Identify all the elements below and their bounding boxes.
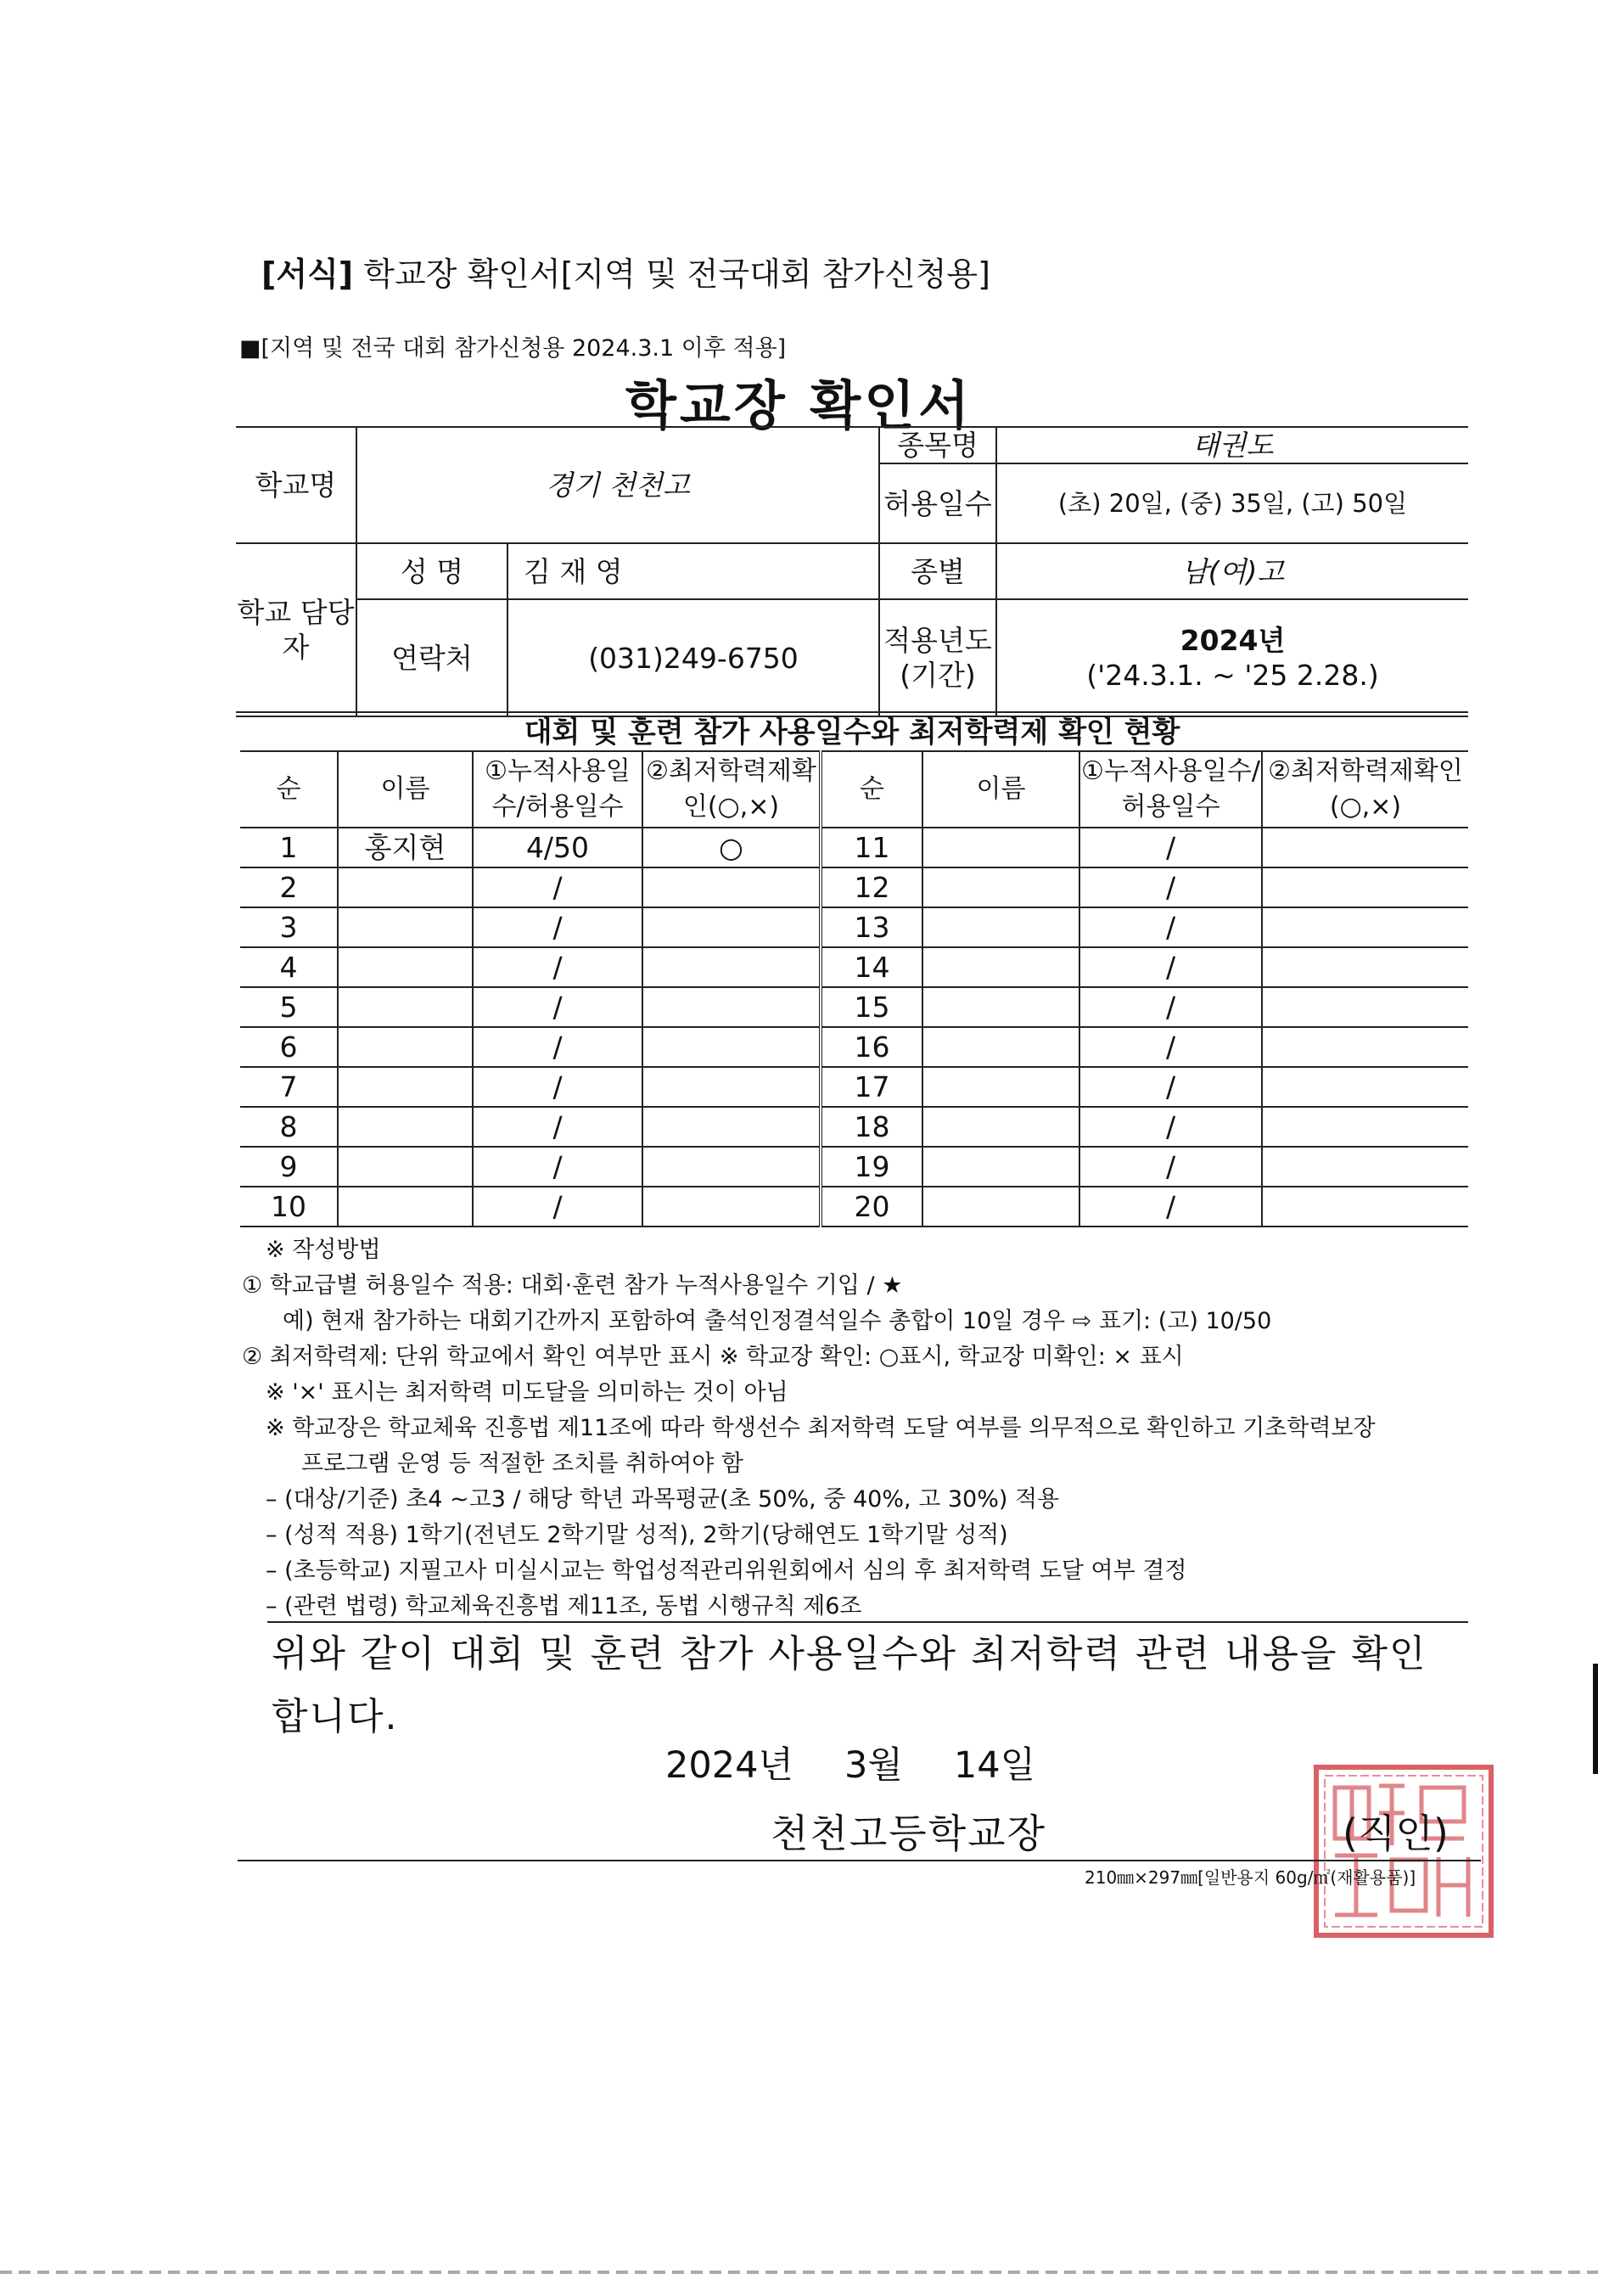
gender-label: 종별 bbox=[879, 543, 996, 599]
table-row bbox=[240, 1187, 1468, 1227]
detail-2: – (성적 적용) 1학기(전년도 2학기말 성적), 2학기(당해연도 1학기말 성적) bbox=[266, 1522, 1008, 1548]
row-check bbox=[1262, 1107, 1468, 1147]
note-2-b-cont: 프로그램 운영 등 적절한 조치를 취하여야 함 bbox=[301, 1451, 743, 1477]
sport-value: 태권도 bbox=[996, 427, 1468, 463]
row-name bbox=[922, 1107, 1079, 1147]
row-no: 14 bbox=[821, 947, 922, 987]
table-row bbox=[240, 1147, 1468, 1187]
row-days: / bbox=[1079, 987, 1262, 1027]
confirmation-line: 위와 같이 대회 및 훈련 참가 사용일수와 최저학력 관련 내용을 확인 bbox=[272, 1632, 1427, 1676]
principal-title: 천천고등학교장 bbox=[771, 1810, 1047, 1856]
scan-edge bbox=[1593, 1664, 1598, 1774]
table-row bbox=[240, 947, 1468, 987]
row-name bbox=[922, 867, 1079, 907]
row-name bbox=[922, 1147, 1079, 1187]
row-name bbox=[338, 987, 473, 1027]
notes-heading: ※ 작성방법 bbox=[266, 1237, 381, 1263]
row-no: 2 bbox=[240, 867, 338, 907]
row-days: / bbox=[1079, 1187, 1262, 1227]
row-days: / bbox=[1079, 1147, 1262, 1187]
info-table bbox=[236, 426, 1468, 717]
row-no: 3 bbox=[240, 907, 338, 947]
row-no: 5 bbox=[240, 987, 338, 1027]
paper-spec: 210㎜×297㎜[일반용지 60g/㎡(재활용품)] bbox=[1085, 1867, 1416, 1888]
note-1: ① 학교급별 허용일수 적용: 대회·훈련 참가 누적사용일수 기입 / ★ bbox=[242, 1272, 903, 1299]
row-check bbox=[1262, 1067, 1468, 1107]
year-cell bbox=[996, 599, 1468, 716]
detail-3: – (초등학교) 지필고사 미실시교는 학업성적관리위원회에서 심의 후 최저학력 도달 여부 결정 bbox=[266, 1558, 1187, 1584]
contact-label: 연락처 bbox=[356, 599, 507, 716]
row-name bbox=[338, 867, 473, 907]
header-no: 순 bbox=[821, 751, 922, 828]
note-2-b: ※ 학교장은 학교체육 진흥법 제11조에 따라 학생선수 최저학력 도달 여부를 의무적으로 확인하고 기초학력보장 bbox=[266, 1415, 1376, 1441]
note-1-example: 예) 현재 참가하는 대회기간까지 포함하여 출석인정결석일수 총합이 10일 경우 ⇨ 표기: (고) 10/50 bbox=[283, 1308, 1272, 1334]
row-no: 1 bbox=[240, 828, 338, 867]
manager-label: 학교 담당자 bbox=[236, 543, 356, 716]
row-days: / bbox=[473, 987, 642, 1027]
row-check bbox=[642, 1107, 821, 1147]
row-check bbox=[1262, 867, 1468, 907]
section-title: 대회 및 훈련 참가 사용일수와 최저학력제 확인 현황 bbox=[236, 711, 1468, 752]
row-check bbox=[1262, 1147, 1468, 1187]
row-no: 8 bbox=[240, 1107, 338, 1147]
row-no: 4 bbox=[240, 947, 338, 987]
table-row bbox=[240, 1067, 1468, 1107]
row-no: 9 bbox=[240, 1147, 338, 1187]
row-days: / bbox=[1079, 907, 1262, 947]
form-subnote: ■[지역 및 전국 대회 참가신청용 2024.3.1 이후 적용] bbox=[239, 335, 787, 362]
row-days: / bbox=[1079, 1107, 1262, 1147]
row-no: 6 bbox=[240, 1027, 338, 1067]
document-title: 학교장 확인서 bbox=[625, 374, 973, 436]
row-no: 11 bbox=[821, 828, 922, 867]
table-row bbox=[240, 987, 1468, 1027]
row-check bbox=[1262, 987, 1468, 1027]
row-check bbox=[642, 1067, 821, 1107]
table-row bbox=[240, 1027, 1468, 1067]
row-days: / bbox=[473, 1067, 642, 1107]
period-value: ('24.3.1. ~ '25 2.28.) bbox=[1086, 659, 1379, 693]
row-no: 10 bbox=[240, 1187, 338, 1227]
row-days: 4/50 bbox=[473, 828, 642, 867]
row-check bbox=[642, 1187, 821, 1227]
row-days: / bbox=[473, 1147, 642, 1187]
school-name-label: 학교명 bbox=[236, 427, 356, 543]
row-days: / bbox=[473, 1027, 642, 1067]
row-name bbox=[922, 828, 1079, 867]
date-day: 14일 bbox=[953, 1744, 1036, 1787]
form-label: [서식] 학교장 확인서[지역 및 전국대회 참가신청용] bbox=[261, 255, 990, 293]
row-days: / bbox=[473, 947, 642, 987]
row-check bbox=[1262, 828, 1468, 867]
date-month: 3월 bbox=[844, 1744, 903, 1787]
row-name bbox=[338, 1147, 473, 1187]
confirmation-text bbox=[272, 1623, 1477, 1749]
row-name bbox=[922, 1027, 1079, 1067]
row-name bbox=[922, 1067, 1079, 1107]
row-name bbox=[922, 947, 1079, 987]
header-days: ①누적사용일수/허용일수 bbox=[473, 751, 642, 828]
row-days: / bbox=[473, 1187, 642, 1227]
row-days: / bbox=[1079, 867, 1262, 907]
header-check: ②최저학력제확인(○,×) bbox=[642, 751, 821, 828]
header-name: 이름 bbox=[922, 751, 1079, 828]
row-check bbox=[1262, 907, 1468, 947]
row-name bbox=[922, 987, 1079, 1027]
contact-value: (031)249-6750 bbox=[507, 599, 879, 716]
row-name bbox=[922, 907, 1079, 947]
row-check bbox=[1262, 947, 1468, 987]
confirmation-line: 합니다. bbox=[272, 1695, 399, 1738]
row-name bbox=[338, 1187, 473, 1227]
header-check: ②최저학력제확인(○,×) bbox=[1262, 751, 1468, 828]
row-days: / bbox=[473, 867, 642, 907]
year-value: 2024년 bbox=[1180, 624, 1286, 657]
row-name bbox=[338, 947, 473, 987]
participation-table bbox=[240, 750, 1468, 1227]
year-label: 적용년도 (기간) bbox=[879, 599, 996, 716]
table-row bbox=[240, 867, 1468, 907]
row-check: ○ bbox=[642, 828, 821, 867]
row-no: 18 bbox=[821, 1107, 922, 1147]
header-no: 순 bbox=[240, 751, 338, 828]
header-days: ①누적사용일수/허용일수 bbox=[1079, 751, 1262, 828]
table-row bbox=[240, 828, 1468, 867]
detail-4: – (관련 법령) 학교체육진흥법 제11조, 동법 시행규칙 제6조 bbox=[266, 1593, 862, 1620]
table-row bbox=[240, 1107, 1468, 1147]
divider bbox=[238, 1860, 1481, 1861]
row-name bbox=[338, 1107, 473, 1147]
detail-1: – (대상/기준) 초4 ~고3 / 해당 학년 과목평균(초 50%, 중 40%, 고 30%) 적용 bbox=[266, 1486, 1060, 1513]
row-name bbox=[338, 1027, 473, 1067]
row-name: 홍지현 bbox=[338, 828, 473, 867]
date-year: 2024년 bbox=[665, 1744, 793, 1787]
row-check bbox=[642, 1147, 821, 1187]
row-no: 17 bbox=[821, 1067, 922, 1107]
row-no: 19 bbox=[821, 1147, 922, 1187]
instructions bbox=[242, 1232, 1472, 1625]
note-2: ② 최저학력제: 단위 학교에서 확인 여부만 표시 ※ 학교장 확인: ○표시, 학교장 미확인: × 표시 bbox=[242, 1344, 1184, 1370]
row-days: / bbox=[1079, 947, 1262, 987]
row-check bbox=[1262, 1187, 1468, 1227]
row-no: 15 bbox=[821, 987, 922, 1027]
row-days: / bbox=[473, 907, 642, 947]
row-name bbox=[338, 1067, 473, 1107]
row-check bbox=[642, 907, 821, 947]
row-name bbox=[922, 1187, 1079, 1227]
row-no: 12 bbox=[821, 867, 922, 907]
table-row bbox=[240, 907, 1468, 947]
row-days: / bbox=[473, 1107, 642, 1147]
sport-label: 종목명 bbox=[879, 427, 996, 463]
row-no: 16 bbox=[821, 1027, 922, 1067]
gender-value: 남(여)고 bbox=[996, 543, 1468, 599]
scan-edge bbox=[0, 2271, 1598, 2274]
row-check bbox=[642, 987, 821, 1027]
header-name: 이름 bbox=[338, 751, 473, 828]
seal-label: (직인) bbox=[1343, 1810, 1449, 1856]
issue-date bbox=[665, 1737, 1086, 1788]
row-no: 20 bbox=[821, 1187, 922, 1227]
manager-name-label: 성 명 bbox=[356, 543, 507, 599]
row-check bbox=[1262, 1027, 1468, 1067]
row-no: 7 bbox=[240, 1067, 338, 1107]
row-days: / bbox=[1079, 828, 1262, 867]
row-days: / bbox=[1079, 1027, 1262, 1067]
row-check bbox=[642, 1027, 821, 1067]
school-name-value: 경기 천천고 bbox=[356, 427, 879, 543]
allowed-days-label: 허용일수 bbox=[879, 463, 996, 543]
row-check bbox=[642, 867, 821, 907]
row-no: 13 bbox=[821, 907, 922, 947]
row-check bbox=[642, 947, 821, 987]
row-days: / bbox=[1079, 1067, 1262, 1107]
note-2-a: ※ '×' 표시는 최저학력 미도달을 의미하는 것이 아님 bbox=[266, 1379, 788, 1406]
allowed-days-value: (초) 20일, (중) 35일, (고) 50일 bbox=[996, 463, 1468, 543]
manager-name-value: 김 재 영 bbox=[507, 543, 879, 599]
row-name bbox=[338, 907, 473, 947]
